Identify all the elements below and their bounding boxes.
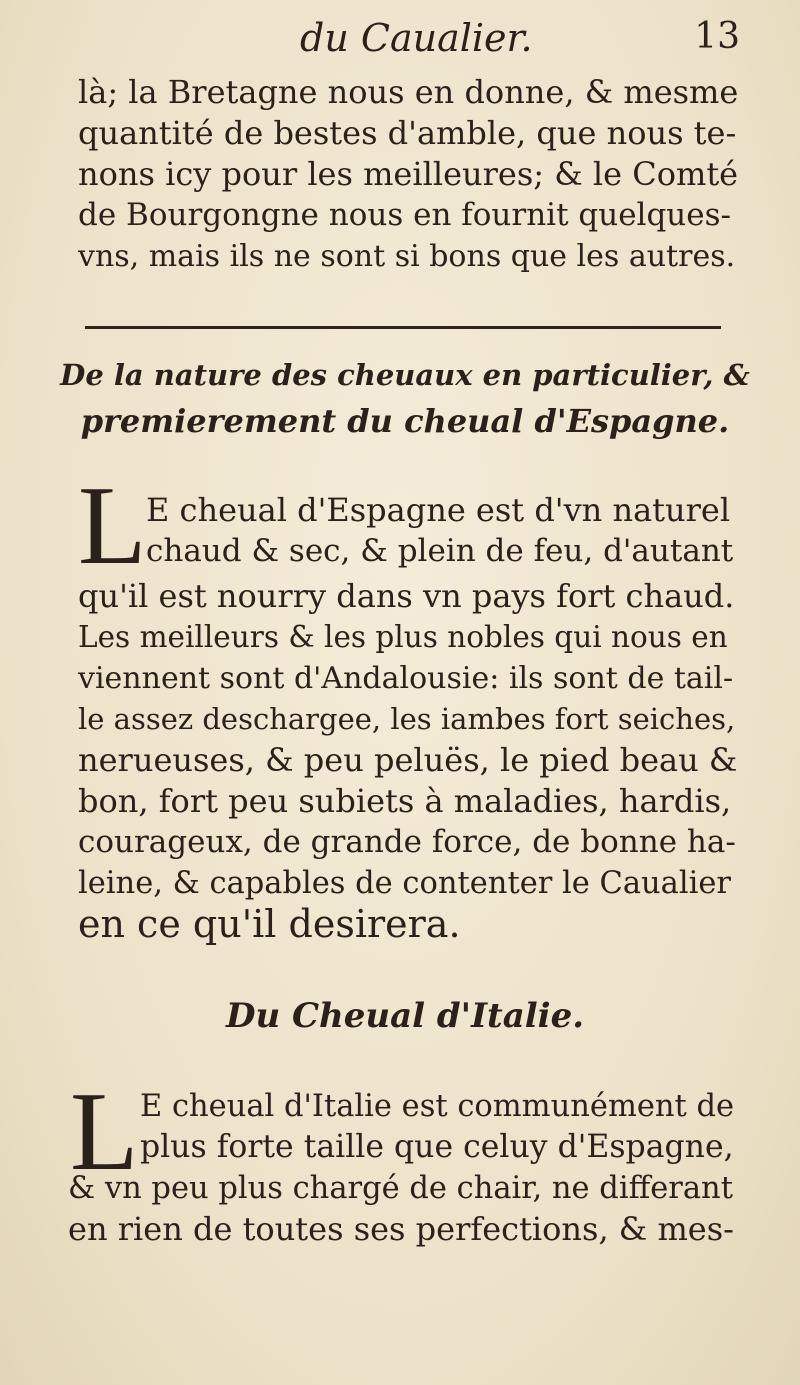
text-line: leine, & capables de contenter le Caualier (78, 866, 732, 901)
paragraph-italy-body (68, 1168, 738, 1250)
heading-line: De la nature des cheuaux en particulier, & (60, 358, 750, 392)
text-line: courageux, de grande force, de bonne ha- (78, 824, 736, 860)
text-line: nerueuses, & peu peluës, le pied beau & (78, 741, 738, 779)
horizontal-rule (85, 326, 721, 329)
heading-line: Du Cheual d'Italie. (225, 996, 585, 1036)
text-line: en ce qu'il desirera. (78, 902, 461, 946)
paragraph-continuation (78, 72, 738, 277)
text-line: & vn peu plus chargé de chair, ne differant (68, 1171, 733, 1206)
text-line: nons icy pour les meilleures; & le Comté (78, 155, 739, 193)
paragraph-italy-start (140, 1086, 740, 1168)
paragraph-spain-body (78, 576, 738, 945)
section-heading-spain (60, 352, 750, 444)
heading-line: premierement du cheual d'Espagne. (80, 402, 730, 440)
text-line: en rien de toutes ses perfections, & mes- (68, 1210, 734, 1248)
text-line: bon, fort peu subiets à maladies, hardis, (78, 782, 732, 820)
section-heading-italy (60, 996, 750, 1037)
text-line: plus forte taille que celuy d'Espagne, (140, 1129, 734, 1165)
text-line: là; la Bretagne nous en donne, & mesme (78, 73, 739, 111)
text-line: de Bourgongne nous en fournit quelques- (78, 197, 731, 233)
text-line: chaud & sec, & plein de feu, d'autant (146, 533, 734, 569)
text-line: quantité de bestes d'amble, que nous te- (78, 114, 737, 152)
running-head (0, 14, 800, 66)
paragraph-spain-start (146, 490, 736, 572)
text-line: qu'il est nourry dans vn pays fort chaud. (78, 577, 735, 615)
text-line: E cheual d'Italie est communément de (140, 1089, 735, 1124)
drop-capital: L (78, 464, 147, 588)
text-line: E cheual d'Espagne est d'vn naturel (146, 491, 731, 529)
page-number: 13 (694, 16, 740, 57)
running-title: du Caualier. (300, 16, 533, 60)
text-line: viennent sont d'Andalousie: ils sont de tail- (78, 661, 734, 696)
text-line: Les meilleurs & les plus nobles qui nous en (78, 620, 728, 654)
text-line: vns, mais ils ne sont si bons que les autres. (78, 239, 736, 274)
text-line: le assez deschargee, les iambes fort seiches, (78, 702, 736, 736)
drop-capital: L (70, 1070, 139, 1194)
